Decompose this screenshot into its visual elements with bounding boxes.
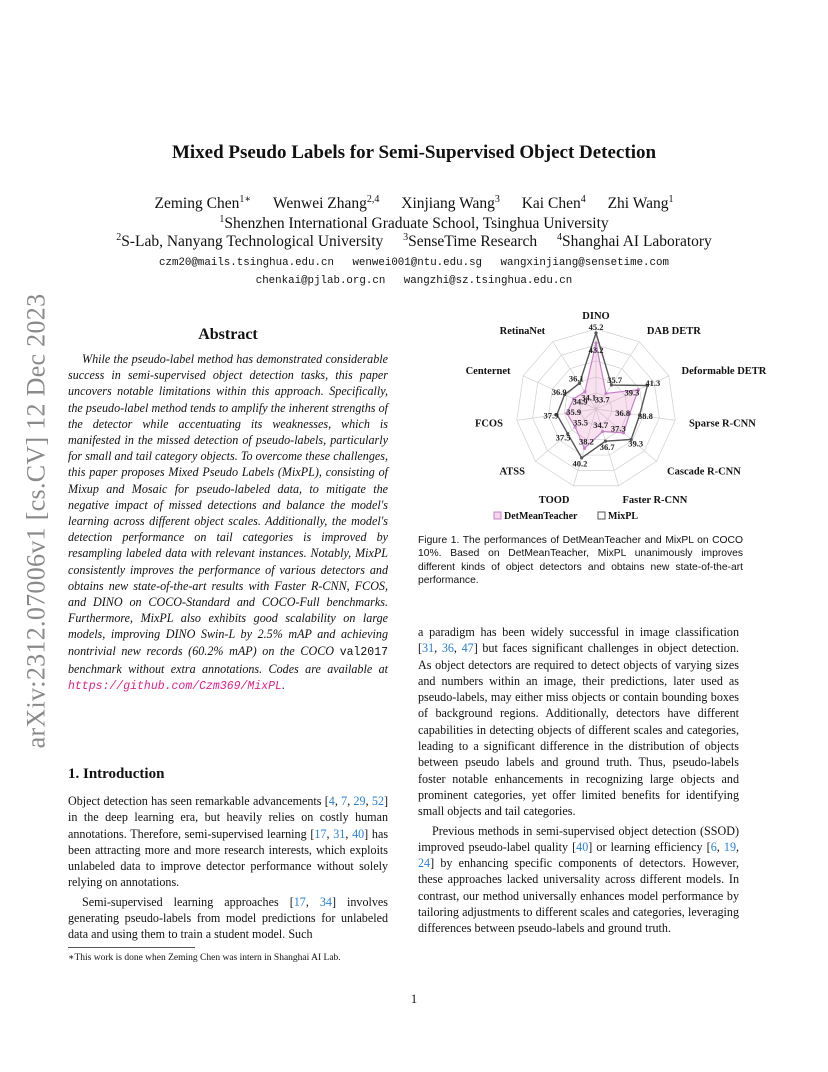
paragraph-text: , <box>347 794 354 808</box>
citation-link[interactable]: 40 <box>576 839 589 854</box>
data-label: 39.3 <box>624 387 640 398</box>
axis-category-label: Deformable DETR <box>681 365 767 377</box>
abstract-heading: Abstract <box>198 326 258 343</box>
axis-category-label: RetinaNet <box>499 325 546 337</box>
axis-category-label: DAB DETR <box>646 325 701 337</box>
data-label: 43.2 <box>588 345 604 355</box>
data-label: 38.2 <box>578 436 594 447</box>
citation-link[interactable]: 40 <box>352 826 365 841</box>
legend-entry: DetMeanTeacher <box>504 511 578 522</box>
paragraph-text: Object detection has seen remarkable advancements [ <box>68 794 329 808</box>
axis-category-label: Sparse R-CNN <box>689 418 756 430</box>
paragraph-text: Semi-supervised learning approaches [ <box>82 894 294 909</box>
citation-link[interactable]: 6 <box>710 839 717 854</box>
email: wangzhi@sz.tsinghua.edu.cn <box>403 275 573 287</box>
affiliation: $^1$Shenzhen International Graduate School, Tsinghua University <box>219 213 609 232</box>
email: czm20@mails.tsinghua.edu.cn <box>159 257 334 269</box>
data-label: 33.7 <box>594 394 610 405</box>
author: Xinjiang Wang$^3$ <box>401 193 500 212</box>
data-label: 34.1 <box>581 392 597 403</box>
paragraph-text: , <box>305 894 320 909</box>
email: wenwei001@ntu.edu.sg <box>352 257 483 269</box>
citation-link[interactable]: 29 <box>353 794 366 808</box>
axis-category-label: DINO <box>582 311 610 322</box>
abstract-text: While the pseudo-label method has demonstrated considerable success in semi-supervised object detection tasks, this paper uncovers notable limitations within this approach. Specifically, the pseudo-label method tends to amplify the inherent strengths of the detector while accentuating its weaknesses, which is manifested in the missed detection of pseudo-labels, particularly for small and tail category objects. To overcome these challenges, this paper proposes Mixed Pseudo Labels (MixPL), consisting of Mixup and Mosaic for pseudo-labeled data, to mitigate the negative impact of missed detections and balance the model's learning across different object scales. Additionally, the model's detection performance on tail categories is improved by resampling labeled data with relevant instances. Notably, MixPL consistently improves the performance of various detectors and obtains new state-of-the-art results with Faster R-CNN, FCOS, and DINO on COCO-Standard and COCO-Full benchmarks. Furthermore, MixPL also exhibits good scalability on large models, improving DINO Swin-L by 2.5% mAP and achieving nontrivial new records (60.2% mAP) on the COCO val2017 benchmark without extra annotations. Codes are available at https://github.com/Czm369/MixPL. <box>68 352 388 694</box>
data-label: 40.2 <box>572 458 588 469</box>
paragraph-text: a paradigm has been widely successful in image classification [ <box>418 625 739 656</box>
paragraph-text: , <box>334 794 342 808</box>
legend-swatch <box>494 512 501 519</box>
paragraph-text: ] or learning efficiency [ <box>588 839 711 854</box>
data-label: 36.7 <box>599 441 615 452</box>
axis-category-label: FCOS <box>474 418 503 430</box>
data-point <box>583 447 586 450</box>
paragraph-text: , <box>736 839 740 854</box>
author-emails <box>0 257 828 269</box>
arxiv-identifier: arXiv:2312.07006v1 [cs.CV] 12 Dec 2023 <box>21 293 50 748</box>
citation-link[interactable]: 17 <box>293 894 306 909</box>
citation-link[interactable]: 36 <box>441 641 454 656</box>
axis-category-label: TOOD <box>538 495 570 507</box>
citation-link[interactable]: 47 <box>461 641 474 656</box>
axis-category-label: ATSS <box>499 466 525 478</box>
introduction-text <box>68 793 388 943</box>
legend-entry: MixPL <box>608 511 638 522</box>
paragraph-text: ] has been attracting more and more research interests, which exploits unlabeled data to improve detector performance without solely relying on annotations. <box>68 826 389 890</box>
author: Zeming Chen$^{1∗}$ <box>154 193 252 212</box>
axis-category-label: Faster R-CNN <box>622 495 688 507</box>
citation-link[interactable]: 52 <box>371 794 384 808</box>
axis-category-label: Cascade R-CNN <box>667 466 741 478</box>
author: Zhi Wang$^1$ <box>607 193 674 212</box>
data-label: 36.1 <box>568 373 584 384</box>
citation-link[interactable]: 7 <box>341 794 348 808</box>
author-emails <box>0 275 828 287</box>
data-label: 35.5 <box>573 417 588 428</box>
legend-swatch <box>598 512 605 519</box>
data-label: 37.3 <box>610 423 626 434</box>
footnote-rule <box>68 947 195 948</box>
paragraph-text: , <box>345 826 353 841</box>
data-label: 37.5 <box>555 432 571 443</box>
paragraph-text: ] involves generating pseudo-labels from model predictions for unlabeled data and using them to train a student model. Such <box>68 894 388 942</box>
email: chenkai@pjlab.org.cn <box>255 275 386 287</box>
code-token: val2017 <box>339 645 388 659</box>
radar-chart <box>418 311 767 532</box>
paragraph <box>418 624 739 820</box>
paragraph-text: ] in the deep learning era, but heavily relies on costly human annotations. Therefore, semi-supervised learning [ <box>68 794 389 841</box>
data-label: 45.2 <box>588 322 604 332</box>
axis-category-label: Centernet <box>465 365 511 377</box>
data-label: 39.3 <box>628 438 644 449</box>
citation-link[interactable]: 4 <box>328 794 335 808</box>
data-point <box>601 430 604 433</box>
data-label: 37.9 <box>543 410 559 421</box>
data-label: 35.9 <box>566 407 582 418</box>
author: Wenwei Zhang$^{2,4}$ <box>273 193 380 212</box>
paragraph-text: , <box>453 641 462 656</box>
data-label: 41.3 <box>645 378 661 389</box>
affiliation: $^2$S-Lab, Nanyang Technological University $^3$SenseTime Research $^4$Shanghai AI Laboratory <box>116 231 712 250</box>
page-number: 1 <box>410 992 418 1006</box>
introduction-heading: 1. Introduction <box>68 766 165 782</box>
data-label: 35.7 <box>607 374 623 385</box>
data-label: 36.9 <box>551 387 567 398</box>
data-label: 36.8 <box>615 407 631 418</box>
citation-link[interactable]: 17 <box>314 826 327 841</box>
paragraph-text: Previous methods in semi-supervised object detection (SSOD) improved pseudo-label quality [ <box>418 823 739 854</box>
data-label: 34.7 <box>593 419 609 430</box>
paragraph <box>68 894 388 943</box>
paragraph-text: , <box>326 826 334 841</box>
paragraph <box>418 823 739 937</box>
data-label: 34.9 <box>572 396 588 407</box>
citation-link[interactable]: 34 <box>319 894 332 909</box>
github-link[interactable]: https://github.com/Czm369/MixPL <box>68 680 282 694</box>
paragraph-text: , <box>434 641 442 656</box>
figure-caption: Figure 1. The performances of DetMeanTeacher and MixPL on COCO 10%. Based on DetMeanTeacher, MixPL unanimously improves different kinds of object detectors and obtains new state-of-the-art performance. <box>418 535 743 587</box>
citation-link[interactable]: 31 <box>422 641 435 656</box>
author-list <box>0 195 828 213</box>
paper-title: Mixed Pseudo Labels for Semi-Supervised Object Detection <box>171 142 657 163</box>
paragraph <box>68 793 388 891</box>
citation-link[interactable]: 24 <box>418 856 431 871</box>
email: wangxinjiang@sensetime.com <box>500 257 669 269</box>
footnote: ∗This work is done when Zeming Chen was intern in Shanghai AI Lab. <box>68 953 341 963</box>
paragraph-text: ] but faces significant challenges in object detection. As object detectors are required to detect objects of varying sizes and numbers within an image, their predictions, later used as pseudo-labels, may either miss objects or contain bounding boxes of background regions. Additionally, detectors have different capabilities in detecting objects of different scales and categories, leading to a significant difference in the distribution of objects between pseudo labels and ground truth. Thus, pseudo-labels foster notable enhancements in recognizing large objects and prominent categories, yet offer limited benefits for identifying small objects and tail categories. <box>418 641 740 819</box>
paragraph-text: , <box>716 839 724 854</box>
right-column-text <box>418 624 739 937</box>
paragraph-text: ] by enhancing specific components of detectors. However, these approaches lacked universality across different models. In contrast, our method universally enhances model performance by tailoring adjustments to different scales and categories, leveraging differences between pseudo-labels and ground truth. <box>418 856 739 936</box>
data-label: 38.8 <box>638 411 653 422</box>
paragraph-text: , <box>365 794 372 808</box>
citation-link[interactable]: 19 <box>723 839 736 854</box>
citation-link[interactable]: 31 <box>333 826 346 841</box>
author: Kai Chen$^4$ <box>521 193 586 212</box>
